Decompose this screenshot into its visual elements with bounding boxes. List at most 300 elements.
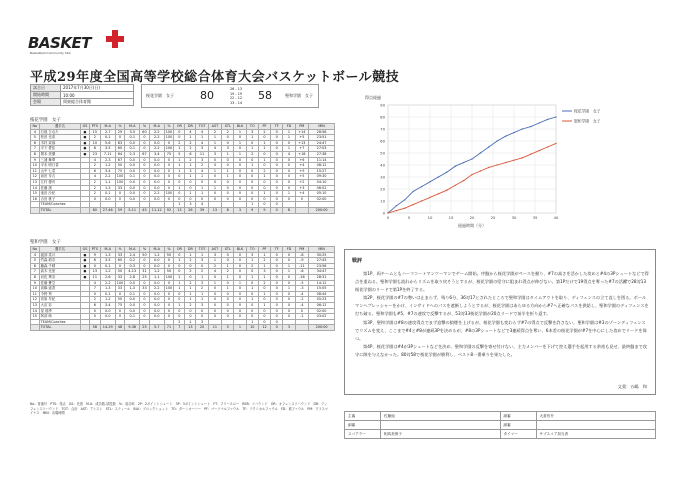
stat-cell: 06:02 <box>309 185 335 191</box>
stat-cell: 0 <box>271 269 283 275</box>
stat-cell: 0 <box>174 308 185 314</box>
stat-cell: 0 <box>246 185 258 191</box>
column-header: DR <box>185 247 196 253</box>
player-name: 阿部 萌 <box>39 314 81 320</box>
stat-cell: 2 <box>89 185 100 191</box>
stat-cell: 1 <box>234 280 246 286</box>
stat-cell: 4 <box>89 280 100 286</box>
data-point <box>505 136 506 137</box>
stat-cell: 0 <box>208 174 221 180</box>
stat-cell: 0 <box>283 157 295 163</box>
data-point <box>404 199 405 200</box>
column-header: TO <box>246 247 258 253</box>
stat-cell: 15:27 <box>309 168 335 174</box>
data-point <box>497 140 498 141</box>
stat-cell: 1 <box>222 174 234 180</box>
stat-cell: 0 <box>258 196 270 202</box>
stat-cell: 0 <box>164 140 174 146</box>
stat-cell: 1 <box>222 286 234 292</box>
stat-cell: 2 <box>185 302 196 308</box>
stat-cell: 0 <box>258 185 270 191</box>
stat-cell: 10 <box>89 140 100 146</box>
stat-cell: 0 <box>164 291 174 297</box>
stat-cell: 11-12 <box>149 207 164 213</box>
stat-cell: 2 <box>208 129 221 135</box>
stat-cell: 3 <box>208 151 221 157</box>
stat-cell: 0-0 <box>149 168 164 174</box>
stat-cell: 0 <box>246 191 258 197</box>
stat-cell: 0 <box>174 191 185 197</box>
stat-cell: 0 <box>258 202 270 208</box>
stat-cell: 0 <box>246 174 258 180</box>
stat-cell: 1 <box>196 252 208 258</box>
score-summary <box>141 84 319 108</box>
column-header: TOT <box>196 124 208 130</box>
column-header: 選手名 <box>39 124 81 130</box>
stat-cell: 2 <box>185 269 196 275</box>
stat-cell: 5 <box>174 151 185 157</box>
stat-cell: 6 <box>31 140 40 146</box>
stat-cell: ● <box>81 252 90 258</box>
stat-cell: 2 <box>89 179 100 185</box>
stat-cell: 26 <box>185 207 196 213</box>
stat-cell: 0-0 <box>125 196 140 202</box>
stat-cell: 1-3 <box>100 185 115 191</box>
stat-cell: 12 <box>31 174 40 180</box>
stat-cell: 1 <box>222 168 234 174</box>
stat-cell: 0 <box>283 308 295 314</box>
stat-cell: 0 <box>208 191 221 197</box>
stat-cell: 0-0 <box>100 314 115 320</box>
stat-cell: 15 <box>89 129 100 135</box>
stat-cell: 2 <box>174 319 185 325</box>
stat-cell: 1 <box>174 163 185 169</box>
stat-cell: 0 <box>258 319 270 325</box>
stat-cell: -9 <box>295 258 308 264</box>
stat-cell: 4 <box>196 140 208 146</box>
stat-cell: 0 <box>196 308 208 314</box>
x-tick-label: 0 <box>386 215 390 220</box>
stat-cell: 0 <box>185 263 196 269</box>
stat-cell: 0 <box>140 297 150 303</box>
data-point <box>396 210 397 211</box>
stat-cell: 0 <box>196 314 208 320</box>
column-header: % <box>140 247 150 253</box>
player-name: 江村 優有 <box>39 179 81 185</box>
stat-cell: 0 <box>164 263 174 269</box>
stat-cell: 0 <box>258 179 270 185</box>
stat-cell: 0 <box>234 291 246 297</box>
column-header: M-A <box>149 124 164 130</box>
stat-cell: -4 <box>295 302 308 308</box>
player-name: 岡本 美優 <box>39 151 81 157</box>
stat-cell: 2-3 <box>125 151 140 157</box>
stat-cell: 0 <box>234 135 246 141</box>
stat-cell: 8 <box>222 207 234 213</box>
stat-cell: 8 <box>31 274 40 280</box>
stat-cell: 0 <box>140 140 150 146</box>
data-point <box>471 158 472 159</box>
player-name: 佐藤 凛 <box>39 185 81 191</box>
stat-cell: 0 <box>208 163 221 169</box>
stat-cell: 13 <box>174 207 185 213</box>
stat-cell: 1 <box>222 151 234 157</box>
stat-cell: 92 <box>164 207 174 213</box>
x-tick-label: 30 <box>511 215 517 220</box>
stat-cell: 0 <box>140 146 150 152</box>
stat-cell: 0 <box>234 146 246 152</box>
stat-cell: 50 <box>140 252 150 258</box>
stat-cell: ● <box>81 274 90 280</box>
commentary-body <box>355 270 649 359</box>
stat-cell: 0 <box>208 308 221 314</box>
stat-cell: 0 <box>283 196 295 202</box>
official-role: 副審 <box>500 412 536 421</box>
info-row <box>31 85 134 92</box>
stat-cell: 0 <box>271 174 283 180</box>
stat-cell: 100 <box>116 179 124 184</box>
stat-cell: 1-2 <box>100 163 115 169</box>
stat-cell: 0 <box>140 258 150 264</box>
stat-cell: 0-0 <box>125 168 140 174</box>
stat-cell: 0 <box>283 302 295 308</box>
stat-cell: 0-1 <box>125 146 140 152</box>
stat-cell: 48 <box>115 325 125 331</box>
stat-cell: 1 <box>185 174 196 180</box>
stat-cell: 31 <box>140 269 150 275</box>
stat-cell: 27:03 <box>309 146 335 152</box>
stat-cell: 0 <box>234 168 246 174</box>
stat-cell: 0 <box>222 157 234 163</box>
stat-cell <box>295 325 308 331</box>
stat-cell: 5-11 <box>125 207 140 213</box>
stat-cell: 0 <box>283 258 295 264</box>
stat-cell: 27:38 <box>309 151 335 157</box>
stat-cell: 0 <box>115 291 125 297</box>
stat-cell: 0 <box>246 302 258 308</box>
player-name: TEAM/Coaches <box>39 319 81 325</box>
stat-cell: 1 <box>258 146 270 152</box>
stat-cell: 0 <box>174 314 185 320</box>
x-tick-label: 5 <box>407 215 411 220</box>
official-name <box>536 421 656 430</box>
stat-cell: 1 <box>185 191 196 197</box>
stat-cell: 03:02 <box>309 314 335 320</box>
info-value: 2017年7月30日(日) <box>61 85 134 92</box>
stat-cell: 2-2 <box>100 280 115 286</box>
stat-cell: 0 <box>140 174 150 180</box>
commentary-paragraph: 第1P、両チームともハーフコートマンツーマンでゲーム開始。序盤から桜花学園がペースを握り、#7の高さを活かした攻めと#4の3Pシュートなどで得点を重ねる。聖和学園も流れからリズムを取り戻そうとするが、桜花学園の堅守に阻まれ得点が伸びない。第1Pだけで19得点を奪った#7の活躍で28対13桜花学園のリードで第1Pを終了する。 <box>355 271 649 293</box>
stat-cell: 0 <box>234 191 246 197</box>
stat-cell: 3-4 <box>100 302 115 308</box>
stat-cell: 13 <box>185 325 196 331</box>
data-point <box>438 193 439 194</box>
stat-cell: 1 <box>208 135 221 141</box>
data-point <box>547 146 548 147</box>
stat-cell: 6 <box>89 302 100 308</box>
stat-cell: 2-2 <box>149 191 164 197</box>
stat-cell: 0 <box>140 191 150 197</box>
stat-cell: 0 <box>271 168 283 174</box>
stat-cell: 02:00 <box>309 308 335 314</box>
logo-subtitle: Basketball Community Site <box>30 51 71 55</box>
player-name: 平末 明日香 <box>39 163 81 169</box>
stat-cell: 0 <box>115 196 125 202</box>
stat-cell: 200:00 <box>309 325 335 331</box>
stat-cell: 0 <box>283 297 295 303</box>
stat-cell: 0 <box>283 314 295 320</box>
stat-cell: 3 <box>196 146 208 152</box>
stat-cell: -11 <box>295 263 308 269</box>
y-tick-label: 20 <box>380 186 385 192</box>
stat-cell: 2 <box>258 129 270 135</box>
stat-cell: 0 <box>271 146 283 152</box>
y-tick-label: 30 <box>380 174 385 180</box>
stat-cell: 2 <box>185 280 196 286</box>
stat-cell: -1 <box>295 314 308 320</box>
info-key: 試合日 <box>31 85 61 92</box>
stat-cell: 0 <box>196 263 208 269</box>
stat-cell: 1 <box>196 135 208 141</box>
stat-cell: 29 <box>115 129 125 135</box>
stat-cell: 0 <box>208 286 221 292</box>
column-header: PM <box>295 124 308 130</box>
stat-cell: 2 <box>222 129 234 135</box>
stat-cell: 0 <box>174 129 185 135</box>
stat-cell: 100 <box>165 135 173 140</box>
stat-cell: 0-1 <box>125 314 140 320</box>
stat-cell: 1 <box>234 151 246 157</box>
stat-cell: 9-36 <box>125 325 140 331</box>
column-header: GS <box>82 124 88 128</box>
stat-cell: 0 <box>222 163 234 169</box>
team-a-name: 桜花学園 女子 <box>146 93 174 98</box>
stat-cell: 0 <box>174 297 185 303</box>
stat-cell: 3 <box>196 302 208 308</box>
stat-cell: 0 <box>208 157 221 163</box>
stat-cell: 0 <box>271 325 283 331</box>
stat-cell: 2 <box>89 297 100 303</box>
stat-cell: 0 <box>271 319 283 325</box>
quarter-score: 19 - 19 <box>230 91 243 96</box>
stat-cell: 30:25 <box>309 252 335 258</box>
info-row <box>31 92 134 99</box>
stat-cell: 09:30 <box>309 174 335 180</box>
quarter-score: 26 - 13 <box>230 87 243 91</box>
quarter-scores <box>230 87 242 105</box>
column-header: PF <box>258 124 270 130</box>
y-tick-label: 40 <box>380 162 385 168</box>
stat-cell: +7 <box>295 146 308 152</box>
stat-cell: 0 <box>222 280 234 286</box>
y-tick-label: 10 <box>380 198 385 204</box>
stat-cell: 0 <box>174 196 185 202</box>
stat-cell: 0 <box>174 269 185 275</box>
column-header: % <box>140 124 150 130</box>
stat-cell: 0-2 <box>125 258 140 264</box>
stat-cell: 0 <box>246 168 258 174</box>
y-tick-label: 60 <box>380 138 385 144</box>
stat-cell: 0 <box>258 297 270 303</box>
team-b-label: 聖和学園 女子 <box>30 240 61 245</box>
stat-cell: 0 <box>271 140 283 146</box>
stat-cell: 1 <box>258 157 270 163</box>
stat-cell: 0-0 <box>149 263 164 269</box>
player-name: 石坂 ひなた <box>39 129 81 135</box>
stat-cell: 5 <box>31 258 40 264</box>
stat-cell: 0-0 <box>149 196 164 202</box>
team-b-name: 聖和学園 女子 <box>285 93 313 98</box>
stat-cell: 0 <box>271 185 283 191</box>
official-name <box>381 421 501 430</box>
stat-cell: 7 <box>31 146 40 152</box>
stat-cell: 0 <box>222 135 234 141</box>
player-name: 菅原 早紀 <box>39 297 81 303</box>
stat-cell: 67 <box>115 157 125 163</box>
player-name: 岩佐 華奈 <box>39 274 81 280</box>
brand-logo[interactable] <box>28 30 138 60</box>
stat-cell: 16 <box>31 196 40 202</box>
stat-cell: 14:12 <box>309 280 335 286</box>
stat-cell: 1 <box>196 291 208 297</box>
stat-cell: 45 <box>140 207 150 213</box>
stat-cell: 13 <box>208 207 221 213</box>
stat-cell: 0 <box>164 308 174 314</box>
data-point <box>505 162 506 163</box>
team-b-boxscore <box>30 246 335 331</box>
stat-cell: 1 <box>196 297 208 303</box>
stat-cell: 0-0 <box>125 297 140 303</box>
stat-cell: 0-0 <box>149 185 164 191</box>
player-name: 今野 葵 <box>39 291 81 297</box>
stat-cell: 0-0 <box>125 185 140 191</box>
stat-cell: 71 <box>164 325 174 331</box>
stat-cell: 1 <box>174 185 185 191</box>
stat-cell: 0 <box>271 202 283 208</box>
data-point <box>530 154 531 155</box>
stat-cell: 0 <box>271 308 283 314</box>
stat-cell: 4 <box>89 157 100 163</box>
data-point <box>446 190 447 191</box>
stat-cell: 0 <box>115 135 125 141</box>
stat-cell: 2 <box>185 146 196 152</box>
stat-cell: 0 <box>208 179 221 185</box>
x-tick-label: 35 <box>532 215 538 220</box>
stat-cell: 3 <box>196 157 208 163</box>
official-role: スコアラー <box>345 430 381 439</box>
stat-cell: 1 <box>246 258 258 264</box>
stat-cell: 9 <box>31 157 40 163</box>
data-point <box>488 167 489 168</box>
stat-cell: 2 <box>174 140 185 146</box>
stat-cell: 3-5 <box>125 129 140 135</box>
stat-cell: 8 <box>283 207 295 213</box>
stat-cell: 0 <box>174 291 185 297</box>
stat-cell: 0 <box>222 140 234 146</box>
stat-cell: 0 <box>222 179 234 185</box>
stat-cell: +5 <box>295 174 308 180</box>
column-header: AST <box>208 247 221 253</box>
stat-cell: 2-2 <box>149 135 164 141</box>
stat-cell: 0 <box>222 191 234 197</box>
stat-cell: 0 <box>222 291 234 297</box>
stat-cell: 2 <box>246 151 258 157</box>
stat-cell: 0 <box>164 258 174 264</box>
stat-cell: 0 <box>174 252 185 258</box>
stat-cell: 0 <box>246 140 258 146</box>
data-point <box>497 164 498 165</box>
stat-cell: 0 <box>246 157 258 163</box>
stat-cell: 0 <box>271 252 283 258</box>
stat-cell: 0-0 <box>125 179 140 185</box>
stat-cell: +5 <box>295 135 308 141</box>
stat-cell: 2 <box>196 286 208 292</box>
stat-cell: 0 <box>258 308 270 314</box>
data-point <box>429 181 430 182</box>
stat-cell: 0 <box>234 308 246 314</box>
stat-cell: 0-1 <box>125 291 140 297</box>
stat-cell: 0 <box>140 135 150 141</box>
official-name: 大倉有介 <box>536 412 656 421</box>
stat-cell: 0 <box>222 297 234 303</box>
stat-cell: 0 <box>174 135 185 141</box>
stat-cell: 3 <box>246 129 258 135</box>
official-role: タイマー <box>500 430 536 439</box>
stat-cell: 04:10 <box>309 179 335 185</box>
info-row <box>31 99 134 106</box>
data-point <box>480 170 481 171</box>
stat-cell: 0 <box>140 179 150 185</box>
stat-cell: 08:44 <box>309 291 335 297</box>
stat-cell: 100 <box>165 286 173 291</box>
column-header: AST <box>208 124 221 130</box>
player-name: 池田 沙紀 <box>39 191 81 197</box>
stat-cell: ● <box>81 269 90 275</box>
stat-cell: 12 <box>258 325 270 331</box>
info-value: 10:00 <box>61 92 134 99</box>
data-point <box>463 180 464 181</box>
column-header: No <box>32 247 38 251</box>
stat-cell: 0-0 <box>125 191 140 197</box>
stat-cell: 1 <box>283 263 295 269</box>
stat-cell: 0 <box>222 314 234 320</box>
data-point <box>547 119 548 120</box>
data-point <box>522 157 523 158</box>
player-name: 大沼 彩 <box>39 302 81 308</box>
player-name: 木村 栞那 <box>39 140 81 146</box>
stat-cell: 0-0 <box>149 280 164 286</box>
stat-cell: 0 <box>246 179 258 185</box>
column-header: MIN <box>309 247 335 253</box>
stat-cell: 0 <box>246 269 258 275</box>
stat-cell: 0 <box>196 196 208 202</box>
stat-cell: 1 <box>283 269 295 275</box>
official-name: サブスコア担当者 <box>536 430 656 439</box>
game-info-table <box>30 84 134 106</box>
stat-cell: 0 <box>174 174 185 180</box>
stat-cell: 0 <box>283 291 295 297</box>
stat-cell: 0 <box>283 163 295 169</box>
stat-cell: 0 <box>89 263 100 269</box>
stat-cell: 1 <box>185 135 196 141</box>
team-a-boxscore <box>30 123 335 214</box>
data-point <box>555 116 556 117</box>
stat-cell: 0 <box>174 179 185 185</box>
column-header: STL <box>222 247 234 253</box>
stat-cell: 0 <box>222 258 234 264</box>
x-axis-label: 経過時間（分） <box>458 223 486 228</box>
stat-cell: 0 <box>234 157 246 163</box>
